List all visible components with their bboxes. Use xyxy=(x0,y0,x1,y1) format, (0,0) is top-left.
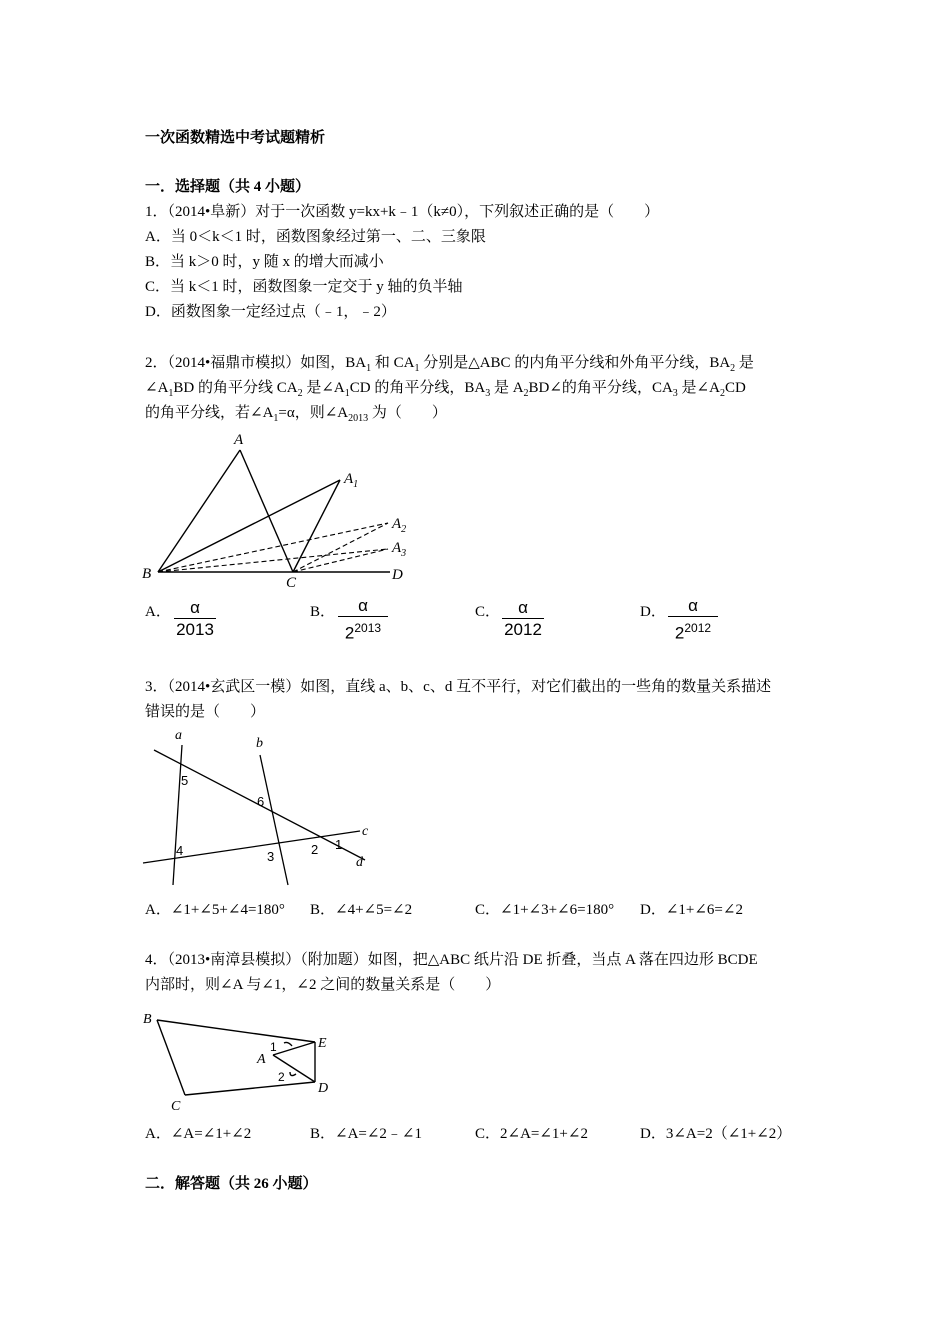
label-c: c xyxy=(362,824,369,839)
label-a: A xyxy=(257,1052,266,1067)
label-d: D xyxy=(392,567,403,583)
question-1-option-b: B．当 k＞0 时，y 随 x 的增大而减小 xyxy=(145,254,384,270)
question-3-stem-line-2: 错误的是（ ） xyxy=(145,704,266,720)
label-e: E xyxy=(318,1036,327,1051)
question-1-option-d: D．函数图象一定经过点（﹣1，﹣2） xyxy=(145,304,396,320)
label-a: A xyxy=(234,432,244,448)
segment-ba xyxy=(158,450,240,572)
label-a2: $A_2$ xyxy=(392,516,407,535)
angle-label-6: 6 xyxy=(257,794,265,809)
section-heading-answer: 二．解答题（共 26 小题） xyxy=(145,1176,318,1192)
question-3-figure xyxy=(140,725,380,890)
segment-ba2 xyxy=(158,523,388,572)
label-d: D xyxy=(318,1081,329,1096)
segment-be xyxy=(157,1020,315,1042)
segment-ba3 xyxy=(158,549,388,572)
label-a: a xyxy=(175,728,182,743)
segment-ac xyxy=(240,450,293,572)
label-b: B xyxy=(142,566,152,582)
question-2-option-b-fraction: α $2^{2013}$ xyxy=(336,596,390,645)
angle-label-3: 3 xyxy=(267,849,275,864)
question-4-figure xyxy=(140,1005,350,1115)
question-2-figure xyxy=(140,428,420,588)
angle-label-5: 5 xyxy=(181,773,189,788)
label-c: C xyxy=(286,575,297,588)
question-3-option-c: C．∠1+∠3+∠6=180° xyxy=(475,902,615,918)
question-4-option-c: C．2∠A=∠1+∠2 xyxy=(475,1126,588,1142)
section-heading-choice: 一．选择题（共 4 小题） xyxy=(145,179,311,195)
angle-label-2: 2 xyxy=(311,842,319,857)
question-2-option-b-letter: B． xyxy=(310,604,336,620)
question-2-stem-line-3: 的角平分线，若$\angle A_1=\alpha$，则$\angle A_{2013}$ 为（ ） xyxy=(145,405,447,424)
question-1-option-c: C．当 k＜1 时，函数图象一定交于 y 轴的负半轴 xyxy=(145,279,463,295)
question-3-stem-line-1: 3．（2014•玄武区一模）如图，直线 a、b、c、d 互不平行，对它们截出的一些角的数量关系描述 xyxy=(145,679,772,695)
question-4-option-a: A．∠A=∠1+∠2 xyxy=(145,1126,252,1142)
question-2-stem-line-2: $\angle A_1BD$ 的角平分线 $CA_2$ 是$\angle A_1CD$ 的角平分线，$BA_3$ 是 $A_2BD\angle$的角平分线，$CA_3$ 是$\angle A_2CD$ xyxy=(145,380,746,399)
question-4-option-b: B．∠A=∠2﹣∠1 xyxy=(310,1126,423,1142)
question-3-option-d: D．∠1+∠6=∠2 xyxy=(640,902,743,918)
label-b: B xyxy=(143,1012,152,1027)
angle-label-4: 4 xyxy=(176,843,184,858)
question-2-option-a-letter: A． xyxy=(145,604,171,620)
question-2-option-c-fraction: α 2012 xyxy=(500,598,546,641)
question-1-stem: 1．（2014•阜新）对于一次函数 y=kx+k﹣1（k≠0），下列叙述正确的是（ ） xyxy=(145,204,660,220)
segment-ca2 xyxy=(293,523,388,572)
angle-arc-1 xyxy=(284,1042,292,1046)
label-c: C xyxy=(171,1099,181,1114)
question-3-option-b: B．∠4+∠5=∠2 xyxy=(310,902,413,918)
label-b: b xyxy=(256,736,263,751)
question-4-option-d: D．3∠A=2（∠1+∠2） xyxy=(640,1126,792,1142)
segment-ba1 xyxy=(158,480,340,572)
question-1-option-a: A．当 0＜k＜1 时，函数图象经过第一、二、三象限 xyxy=(145,229,486,245)
line-b xyxy=(260,755,288,885)
question-2-stem-line-1: 2．（2014•福鼎市模拟）如图，$BA_1$ 和 $CA_1$ 分别是△ABC 的内角平分线和外角平分线，$BA_2$ 是 xyxy=(145,355,754,374)
angle-arc-2 xyxy=(290,1072,296,1076)
question-4-stem-line-1: 4．（2013•南漳县模拟）（附加题）如图，把△ABC 纸片沿 DE 折叠，当点 A 落在四边形 BCDE xyxy=(145,952,758,968)
label-a3: $A_3$ xyxy=(392,540,407,559)
page-title: 一次函数精选中考试题精析 xyxy=(145,130,326,146)
angle-label-2: 2 xyxy=(278,1070,285,1084)
question-3-option-a: A．∠1+∠5+∠4=180° xyxy=(145,902,285,918)
segment-ea xyxy=(273,1042,315,1055)
question-2-option-a-fraction: α 2013 xyxy=(172,598,218,641)
question-2-option-d-fraction: α $2^{2012}$ xyxy=(666,596,720,645)
segment-cd xyxy=(185,1082,315,1095)
line-a xyxy=(173,745,182,885)
question-2-option-c-letter: C． xyxy=(475,604,501,620)
angle-label-1: 1 xyxy=(270,1040,277,1054)
label-a1: $A_1$ xyxy=(344,471,359,490)
question-2-option-d-letter: D． xyxy=(640,604,666,620)
segment-bc xyxy=(157,1020,185,1095)
segment-ca1 xyxy=(293,480,340,572)
angle-label-1: 1 xyxy=(335,837,343,852)
question-4-stem-line-2: 内部时，则∠A 与∠1，∠2 之间的数量关系是（ ） xyxy=(145,977,501,993)
label-d: d xyxy=(356,855,363,870)
segment-ca3 xyxy=(293,549,388,572)
